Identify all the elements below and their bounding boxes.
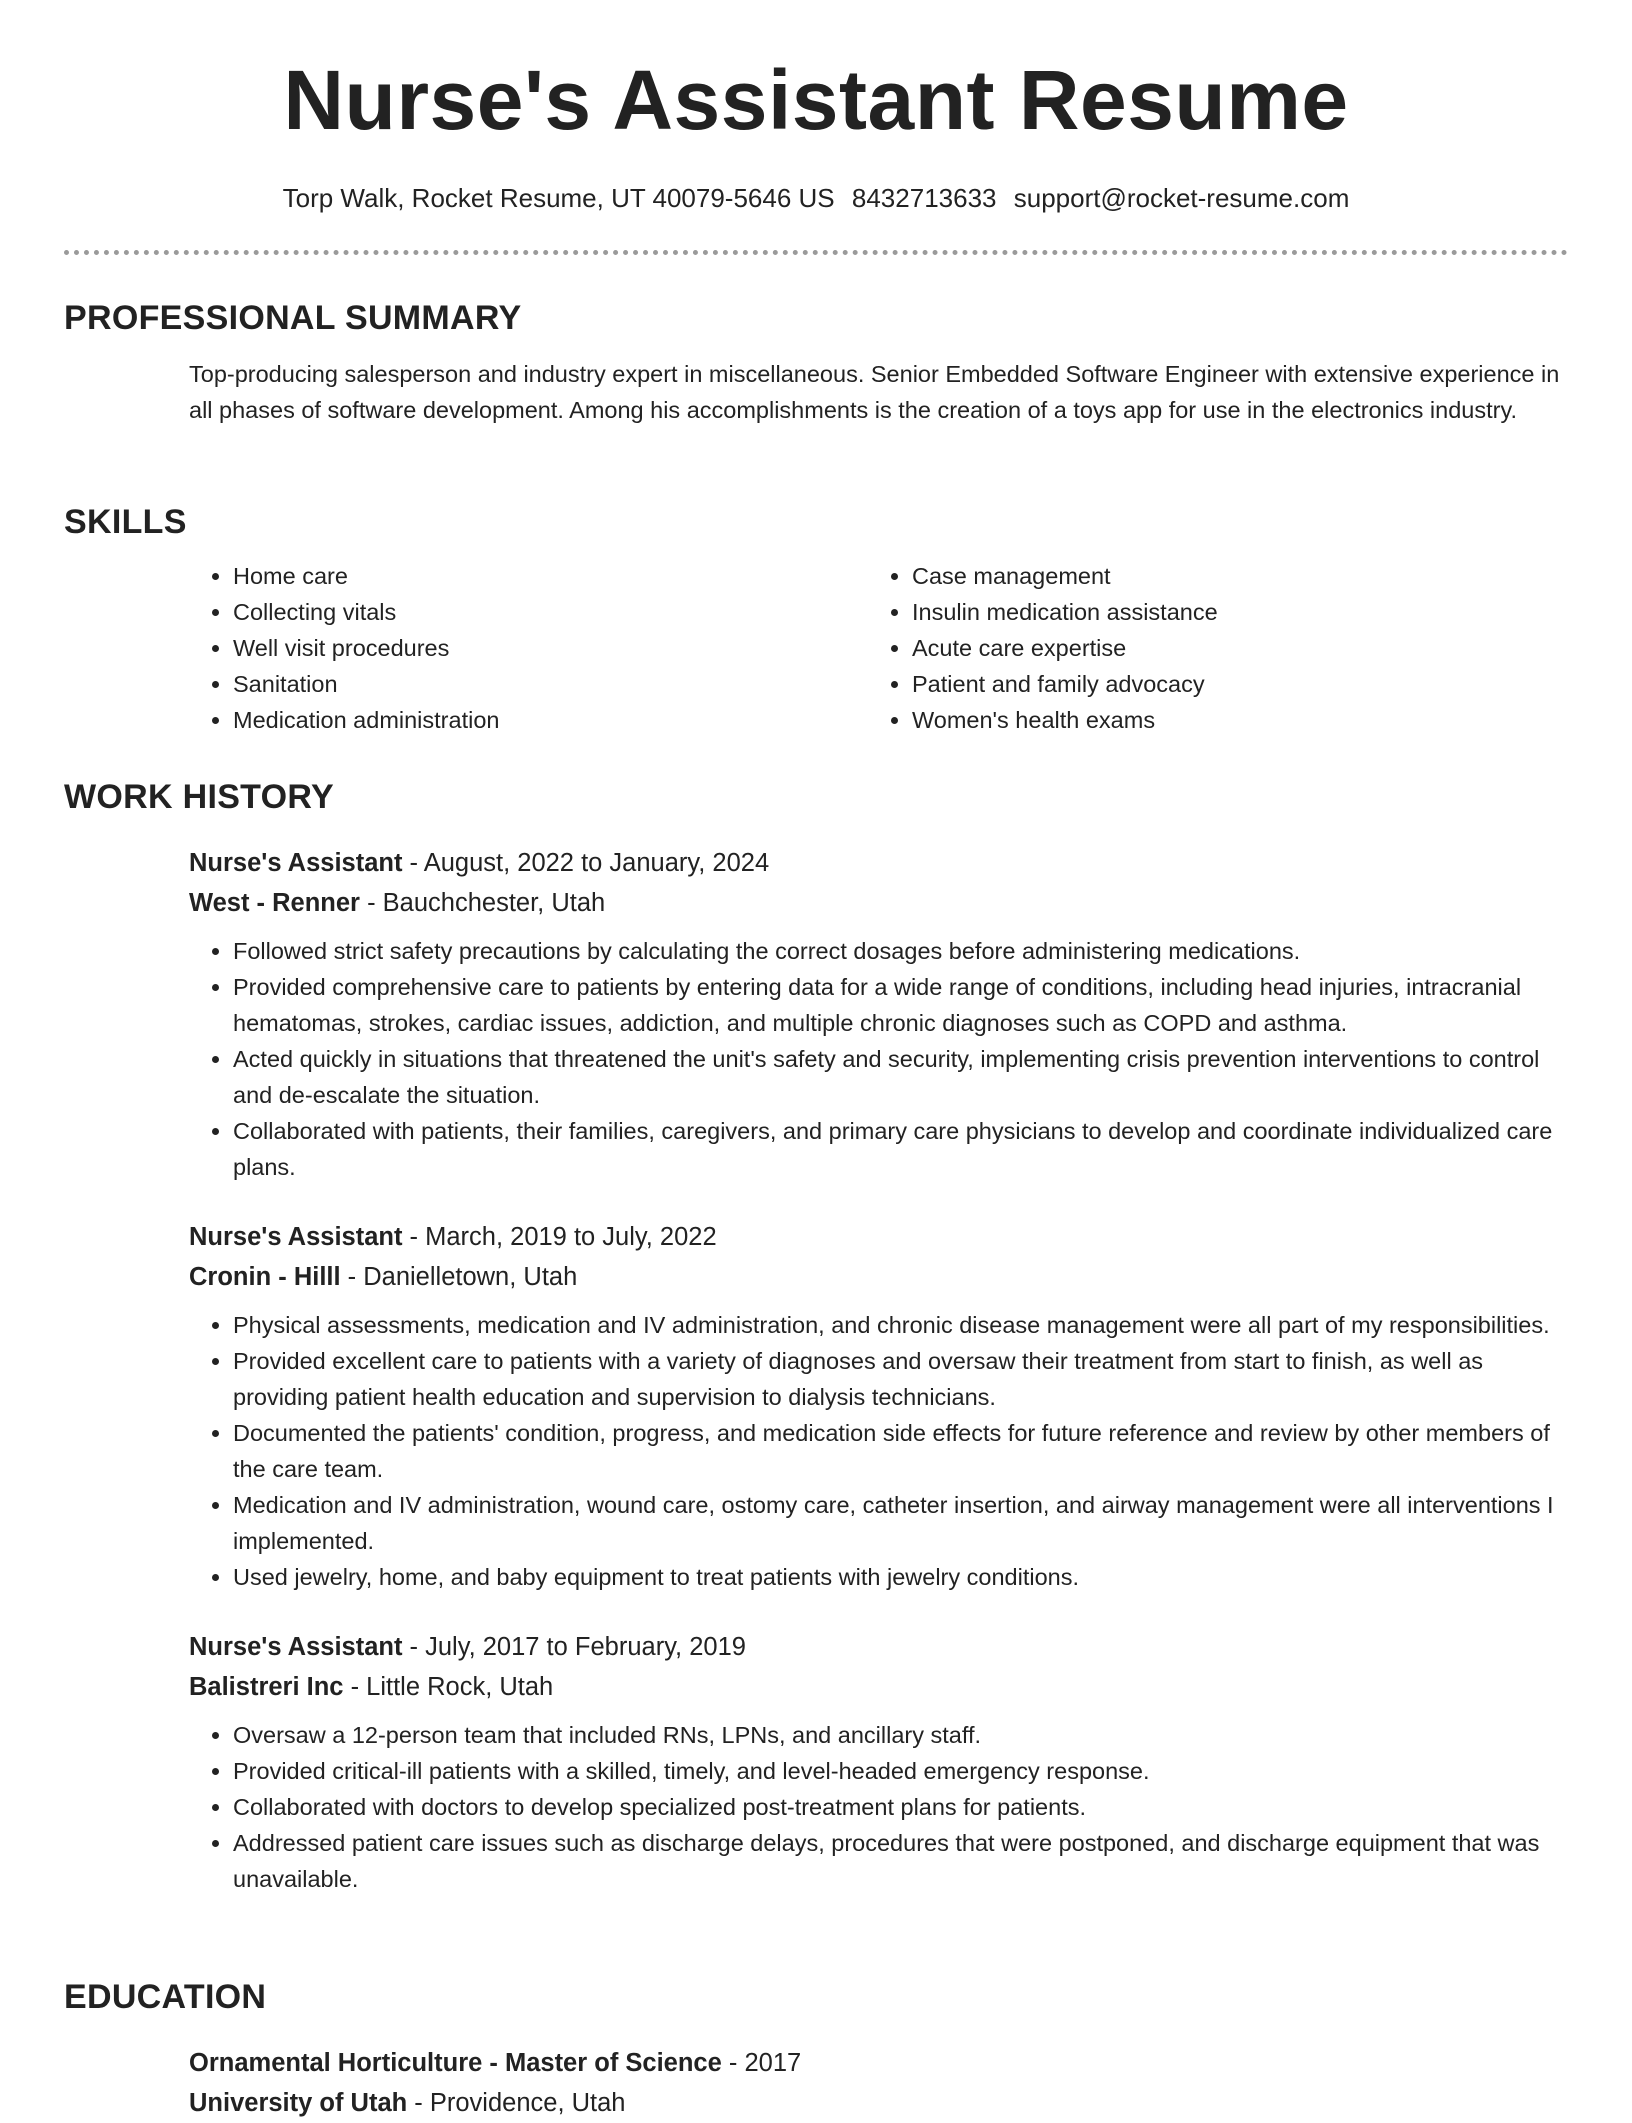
skill-item: • Insulin medication assistance (912, 594, 1547, 630)
school-location: - Providence, Utah (407, 2089, 626, 2117)
job-dates: - August, 2022 to January, 2024 (402, 849, 770, 877)
education-entry (189, 2043, 1568, 2123)
skill-item: • Case management (912, 558, 1547, 594)
job-bullets (189, 933, 1568, 1185)
job-company: Cronin - Hilll (189, 1263, 341, 1291)
job-company: Balistreri Inc (189, 1673, 344, 1701)
contact-email: support@rocket-resume.com (1013, 183, 1350, 213)
job-location: - Danielletown, Utah (340, 1263, 578, 1291)
job-company-line (189, 1667, 1568, 1707)
job-bullet: • Provided excellent care to patients with a variety of diagnoses and oversaw their treatment from start to finish, as well as providing patient health education and supervision to dialysis technicians. (233, 1343, 1568, 1415)
job-bullets (189, 1307, 1568, 1595)
summary-text: Top-producing salesperson and industry expert in miscellaneous. Senior Embedded Software Engineer with extensive experience in all phases of software development. Among his accomplishments is the creation of a toys app for use in the electronics industry. (189, 361, 1560, 423)
job-bullet: • Documented the patients' condition, progress, and medication side effects for future reference and review by other members of the care team. (233, 1415, 1568, 1487)
skill-item: • Medication administration (233, 702, 868, 738)
job-title-line (189, 1627, 1568, 1667)
skill-item: • Home care (233, 558, 868, 594)
resume-title: Nurse's Assistant Resume (283, 53, 1349, 147)
job-bullet: • Provided comprehensive care to patients by entering data for a wide range of conditions, including head injuries, intracranial hematomas, strokes, cardiac issues, addiction, and multiple chronic diagnoses such as COPD and asthma. (233, 969, 1568, 1041)
job-entry (189, 1217, 1568, 1595)
education-heading: EDUCATION (64, 1978, 267, 2016)
job-bullet: • Collaborated with doctors to develop specialized post-treatment plans for patients. (233, 1789, 1568, 1825)
skill-item: • Sanitation (233, 666, 868, 702)
job-entry (189, 843, 1568, 1185)
job-title-line (189, 843, 1568, 883)
job-dates: - July, 2017 to February, 2019 (402, 1633, 746, 1661)
job-company: West - Renner (189, 889, 360, 917)
job-bullet: • Used jewelry, home, and baby equipment to treat patients with jewelry conditions. (233, 1559, 1568, 1595)
contact-phone: 8432713633 (851, 183, 997, 213)
education-section (64, 1975, 1568, 2123)
job-dates: - March, 2019 to July, 2022 (402, 1223, 717, 1251)
job-entry (189, 1627, 1568, 1897)
work-history-section (64, 775, 1568, 1897)
skills-list-right (868, 558, 1547, 738)
job-bullet: • Physical assessments, medication and IV administration, and chronic disease management were all part of my responsibilities. (233, 1307, 1568, 1343)
job-title: Nurse's Assistant (189, 1223, 403, 1251)
job-bullets (189, 1717, 1568, 1897)
summary-heading: PROFESSIONAL SUMMARY (64, 299, 522, 337)
summary-section (64, 296, 1568, 428)
work-history-heading: WORK HISTORY (64, 778, 334, 816)
job-bullet: • Addressed patient care issues such as discharge delays, procedures that were postponed, and discharge equipment that was unavailable. (233, 1825, 1568, 1897)
contact-line (0, 180, 1632, 216)
degree-line (189, 2043, 1568, 2083)
job-company-line (189, 883, 1568, 923)
job-bullet: • Provided critical-ill patients with a skilled, timely, and level-headed emergency response. (233, 1753, 1568, 1789)
school: University of Utah (189, 2089, 408, 2117)
job-bullet: • Followed strict safety precautions by calculating the correct dosages before administering medications. (233, 933, 1568, 969)
job-bullet: • Medication and IV administration, wound care, ostomy care, catheter insertion, and airway management were all interventions I implemented. (233, 1487, 1568, 1559)
job-bullet: • Oversaw a 12-person team that included RNs, LPNs, and ancillary staff. (233, 1717, 1568, 1753)
skills-heading: SKILLS (64, 503, 187, 541)
skill-item: • Well visit procedures (233, 630, 868, 666)
skills-columns (189, 558, 1568, 738)
job-location: - Little Rock, Utah (343, 1673, 554, 1701)
school-line (189, 2083, 1568, 2123)
skills-section (64, 500, 1568, 738)
skill-item: • Acute care expertise (912, 630, 1547, 666)
job-location: - Bauchchester, Utah (359, 889, 606, 917)
job-bullet: • Acted quickly in situations that threatened the unit's safety and security, implementing crisis prevention interventions to control and de-escalate the situation. (233, 1041, 1568, 1113)
degree: Ornamental Horticulture - Master of Science (189, 2049, 722, 2077)
degree-year: - 2017 (721, 2049, 802, 2077)
skill-item: • Women's health exams (912, 702, 1547, 738)
skill-item: • Collecting vitals (233, 594, 868, 630)
job-title: Nurse's Assistant (189, 849, 403, 877)
job-title-line (189, 1217, 1568, 1257)
job-bullet: • Collaborated with patients, their families, caregivers, and primary care physicians to develop and coordinate individualized care plans. (233, 1113, 1568, 1185)
header-divider (64, 250, 1568, 255)
contact-address: Torp Walk, Rocket Resume, UT 40079-5646 US (282, 183, 835, 213)
job-title: Nurse's Assistant (189, 1633, 403, 1661)
skills-list-left (189, 558, 868, 738)
job-company-line (189, 1257, 1568, 1297)
skill-item: • Patient and family advocacy (912, 666, 1547, 702)
